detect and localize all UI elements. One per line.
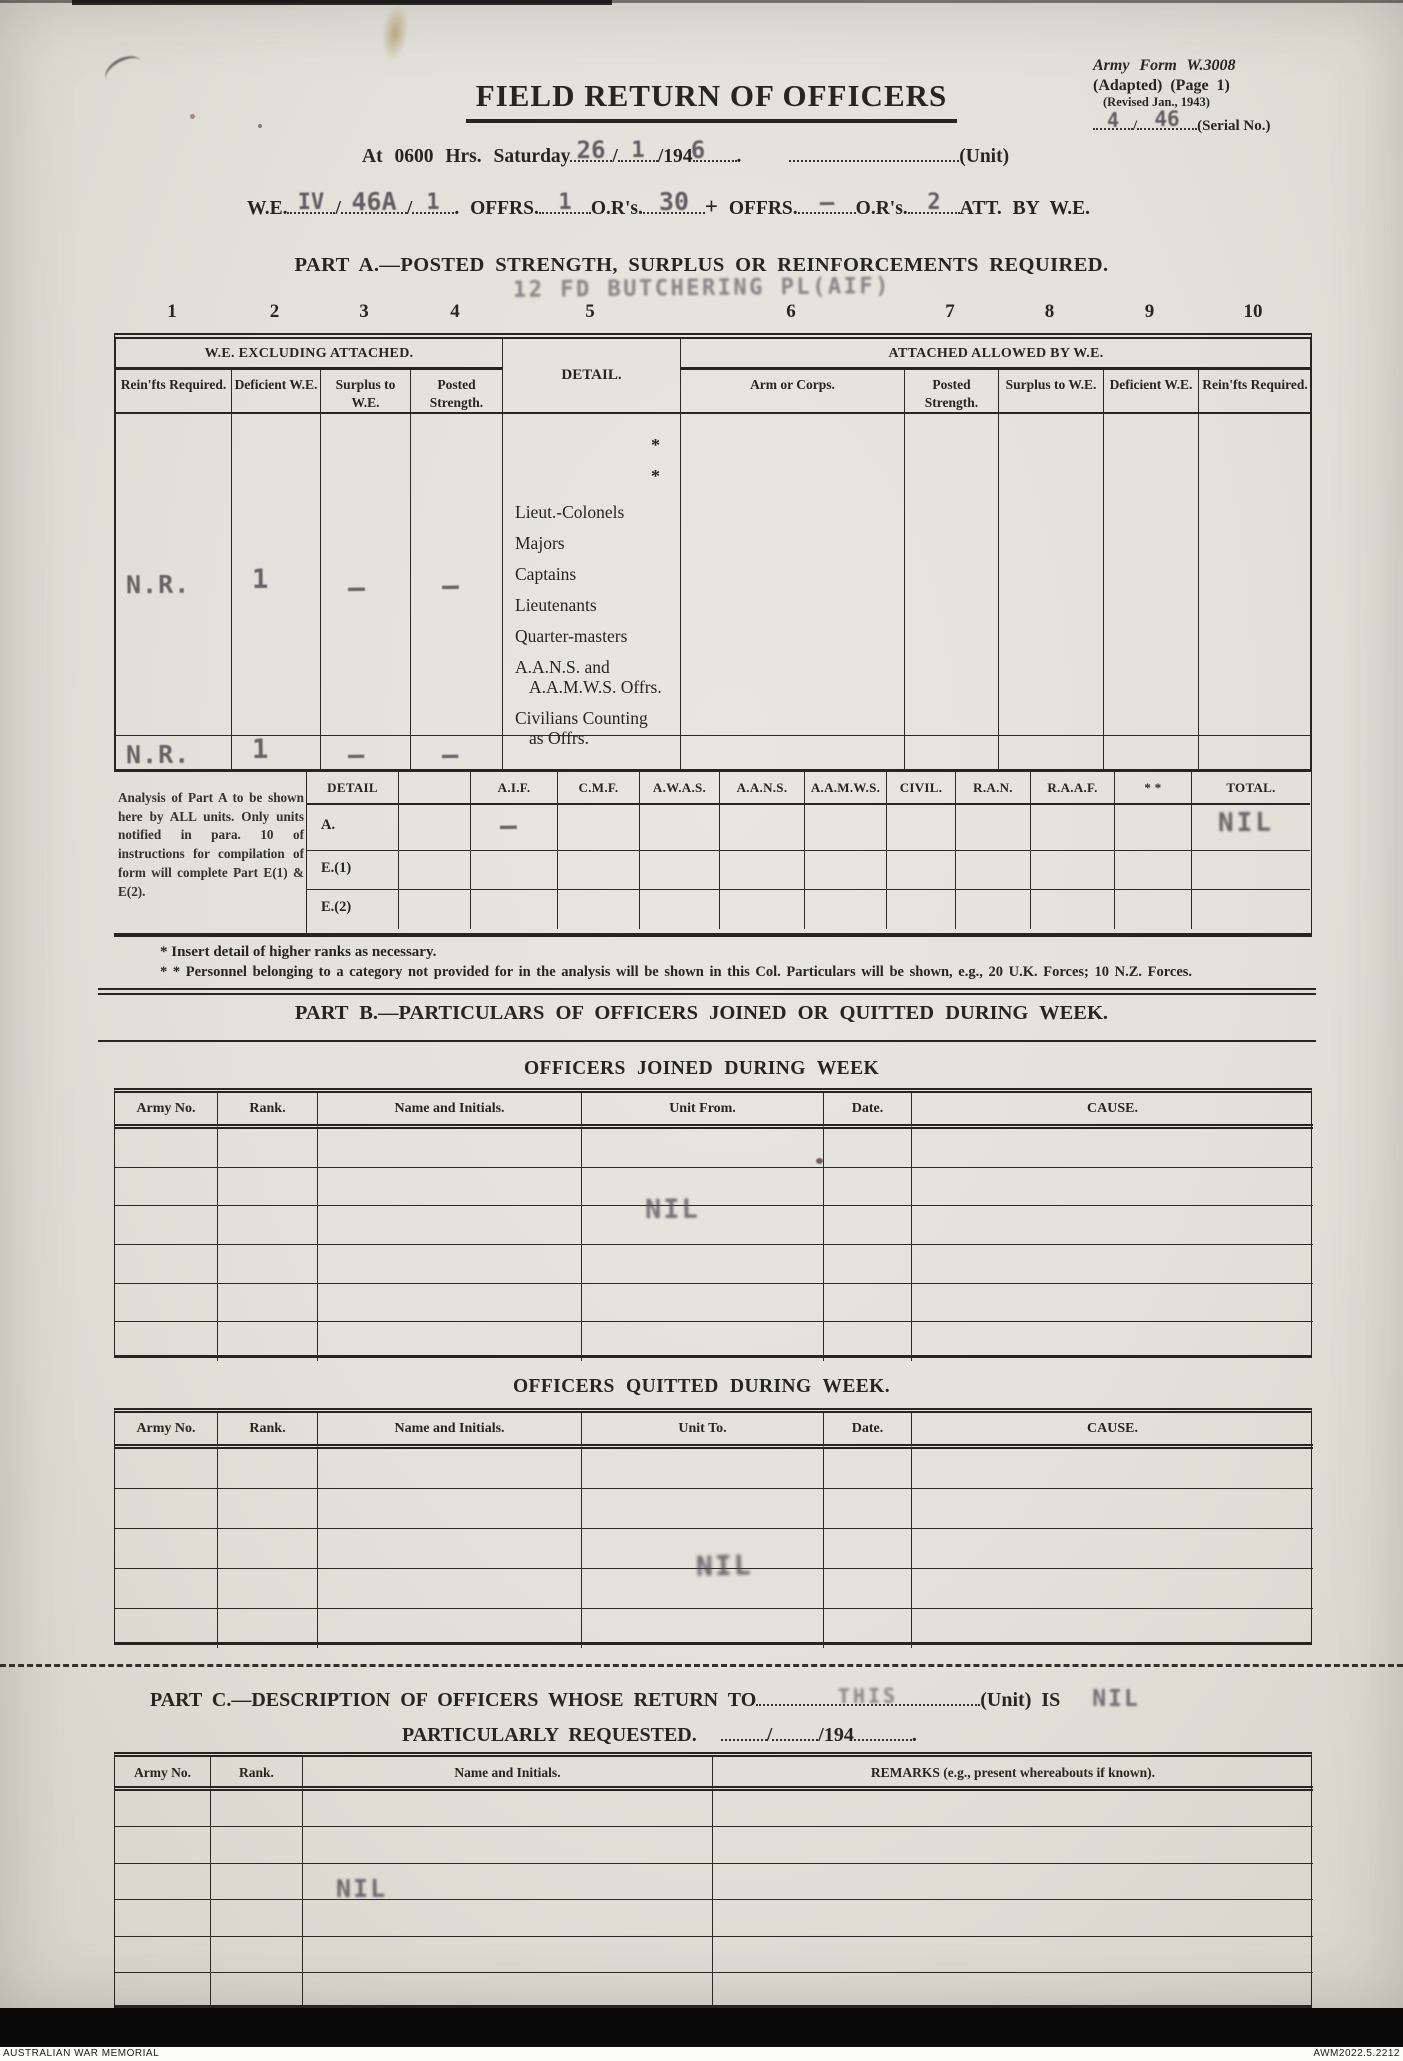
nil-stamp: NIL	[335, 1873, 388, 1904]
detail-list-cell	[503, 414, 681, 748]
table-cell	[824, 1569, 912, 1609]
quitted-header: Army No.	[115, 1413, 218, 1449]
analysis-header: R.A.A.F.	[1031, 772, 1115, 805]
analysis-header: A.A.N.S.	[720, 772, 805, 805]
table-cell	[582, 1245, 824, 1284]
quitted-title: OFFICERS QUITTED DURING WEEK.	[512, 1376, 891, 1397]
table-cell	[912, 1168, 1313, 1207]
part-b-heading: PART B.—PARTICULARS OF OFFICERS JOINED OR QUITTED DURING WEEK.	[294, 1002, 1109, 1024]
joined-header: CAUSE.	[912, 1093, 1313, 1129]
archive-name: AUSTRALIAN WAR MEMORIAL	[3, 2048, 160, 2059]
table-cell	[218, 1284, 318, 1323]
detail-rank: Lieut.-Colonels	[515, 502, 625, 522]
table-cell	[318, 1168, 582, 1207]
quitted-header: Unit To.	[582, 1413, 824, 1449]
nil-stamp: NIL	[644, 1193, 700, 1226]
one-stamp: 1	[251, 733, 269, 766]
table-cell	[558, 890, 640, 929]
table-cell	[303, 1791, 713, 1827]
table-cell	[912, 1449, 1313, 1489]
detail-rank: Quarter-masters	[515, 626, 628, 646]
table-cell	[824, 1206, 912, 1245]
joined-header: Name and Initials.	[318, 1093, 582, 1129]
group-header-right: ATTACHED ALLOWED BY W.E.	[681, 339, 1311, 370]
att-by-we-label: ATT. BY W.E.	[959, 198, 1090, 219]
table-cell	[912, 1569, 1313, 1609]
sub-header: Deficient W.E.	[232, 370, 321, 414]
table-cell	[912, 1284, 1313, 1323]
table-cell	[218, 1489, 318, 1529]
col-number: 4	[450, 301, 460, 322]
joined-header: Rank.	[218, 1093, 318, 1129]
table-cell	[211, 1791, 303, 1827]
table-cell	[805, 805, 887, 851]
table-cell	[681, 736, 905, 769]
table-cell	[824, 1245, 912, 1284]
sub-header: Posted Strength.	[905, 370, 999, 414]
scan-edge-shadow-dark	[72, 0, 612, 5]
part-c-table	[114, 1752, 1312, 2008]
table-cell	[399, 851, 471, 890]
table-cell	[1199, 736, 1311, 769]
dash-stamp: —	[347, 739, 365, 772]
dash-stamp: —	[499, 808, 518, 843]
we-vol-stamp: IV	[298, 189, 325, 216]
col-number: 7	[945, 301, 955, 322]
column-number-row	[114, 301, 1312, 323]
table-cell	[115, 1129, 218, 1168]
table-cell	[318, 1284, 582, 1323]
offrs-att-field	[798, 187, 856, 217]
return-to-field	[756, 1683, 980, 1709]
table-cell	[713, 1973, 1313, 2009]
table-cell	[582, 1206, 824, 1245]
analysis-row-label: E.(1)	[307, 851, 399, 890]
dash-stamp: —	[441, 739, 459, 772]
table-cell	[218, 1168, 318, 1207]
table-cell	[582, 1449, 824, 1489]
ors-att-field	[908, 189, 960, 216]
table-cell	[1031, 890, 1115, 929]
we-num-stamp: 46A	[351, 186, 397, 217]
table-cell	[824, 1489, 912, 1529]
table-cell	[303, 1827, 713, 1863]
table-cell	[887, 805, 956, 851]
table-cell	[824, 1168, 912, 1207]
table-cell	[912, 1206, 1313, 1245]
month-stamp: 1	[631, 137, 645, 164]
table-cell	[399, 805, 471, 851]
table-cell	[824, 1322, 912, 1361]
sub-header: Deficient W.E.	[1104, 370, 1199, 414]
table-cell	[640, 851, 720, 890]
table-cell	[232, 414, 321, 736]
table-cell	[115, 1973, 211, 2009]
table-cell	[218, 1322, 318, 1361]
table-cell	[1104, 414, 1199, 736]
table-cell	[218, 1206, 318, 1245]
day-field	[721, 1727, 767, 1741]
paper-speck	[258, 124, 262, 128]
offrs-label: OFFRS.	[470, 198, 539, 219]
detail-column-header: DETAIL.	[503, 339, 681, 414]
detail-rank-cont: as Offrs.	[529, 728, 589, 748]
col-number: 8	[1044, 301, 1055, 322]
page-title: FIELD RETURN OF OFFICERS	[466, 78, 958, 123]
detail-rank: Lieutenants	[515, 595, 597, 615]
sub-header: Surplus to W.E.	[999, 370, 1104, 414]
sub-header: Posted Strength.	[411, 370, 503, 414]
col-number: 10	[1243, 301, 1263, 322]
table-cell	[912, 1489, 1313, 1529]
table-cell	[211, 1827, 303, 1863]
sub-header: Surplus to W.E.	[321, 370, 411, 414]
table-cell	[218, 1245, 318, 1284]
part-c-heading-line1	[150, 1683, 1140, 1712]
date-slash: /	[612, 146, 618, 167]
asterisk: *	[651, 466, 660, 486]
table-cell	[912, 1322, 1313, 1361]
table-cell	[115, 1827, 211, 1863]
table-cell	[115, 1322, 218, 1361]
detail-rank: Majors	[515, 533, 565, 553]
asterisk: *	[651, 435, 660, 455]
time-prefix: At 0600 Hrs. Saturday	[362, 146, 571, 167]
table-cell	[115, 1489, 218, 1529]
we-strength-line	[247, 186, 1090, 220]
table-cell	[805, 851, 887, 890]
part-a-heading: PART A.—POSTED STRENGTH, SURPLUS OR REINFORCEMENTS REQUIRED.	[294, 254, 1109, 276]
table-cell	[115, 1791, 211, 1827]
table-cell	[713, 1937, 1313, 1973]
analysis-header: DETAIL	[307, 772, 399, 805]
table-cell	[640, 805, 720, 851]
table-cell	[1199, 414, 1311, 736]
we-label: W.E.	[247, 198, 288, 219]
footnote-2: * * Personnel belonging to a category not provided for in the analysis will be shown in this Col. Particulars will be shown, e.g., 20 U.K. Forces; 10 N.Z. Forces.	[160, 964, 1193, 980]
table-cell	[681, 414, 905, 736]
paper-stain	[378, 2, 412, 63]
table-cell	[720, 805, 805, 851]
table-cell	[1104, 736, 1199, 769]
table-cell	[720, 851, 805, 890]
year-printed: /194	[818, 1724, 854, 1746]
table-cell	[218, 1449, 318, 1489]
officers-quitted-table	[114, 1408, 1312, 1645]
table-cell	[318, 1245, 582, 1284]
day-field	[570, 135, 612, 165]
unit-is-label: (Unit) IS	[980, 1689, 1061, 1711]
table-cell	[887, 890, 956, 929]
analysis-header: A.A.M.W.S.	[805, 772, 887, 805]
table-cell	[582, 1129, 824, 1168]
year-digit-stamp: 6	[690, 135, 706, 165]
ors-field	[643, 186, 705, 217]
table-cell	[1115, 805, 1192, 851]
table-cell	[318, 1529, 582, 1569]
table-cell	[318, 1322, 582, 1361]
form-number: Army Form W.3008	[1093, 57, 1236, 74]
section-divider-double	[98, 988, 1316, 995]
table-cell	[713, 1864, 1313, 1900]
sub-header: Rein'fts Required.	[1199, 370, 1311, 414]
section-divider	[98, 1040, 1316, 1042]
table-cell	[582, 1284, 824, 1323]
date-line	[362, 135, 1010, 168]
col-number: 5	[585, 301, 595, 322]
serial-stamp: 4	[1106, 108, 1120, 133]
table-cell	[321, 736, 411, 772]
footnote-1: * Insert detail of higher ranks as necessary.	[160, 944, 437, 960]
detail-rank: Captains	[515, 564, 577, 584]
table-cell	[471, 890, 558, 929]
table-cell	[1115, 890, 1192, 929]
table-cell	[912, 1129, 1313, 1168]
nr-stamp: N.R.	[125, 739, 191, 770]
detail-rank-cont: A.A.M.W.S. Offrs.	[529, 677, 662, 697]
part-c-header: Name and Initials.	[303, 1757, 713, 1791]
we-issue-stamp: 1	[426, 189, 441, 216]
perforation-dashed-line	[0, 1664, 1403, 1667]
quitted-header: Rank.	[218, 1413, 318, 1449]
period: .	[454, 198, 460, 219]
table-cell	[232, 733, 321, 769]
table-cell	[503, 736, 681, 769]
table-cell	[582, 1322, 824, 1361]
part-c-header: Rank.	[211, 1757, 303, 1791]
table-cell	[399, 890, 471, 929]
title-row	[0, 78, 1403, 123]
analysis-header	[399, 772, 471, 805]
table-cell	[824, 1529, 912, 1569]
nil-stamp: NIL	[1092, 1686, 1140, 1712]
serial-stamp: 46	[1154, 107, 1180, 132]
we-num-field	[341, 186, 407, 217]
table-cell	[824, 1284, 912, 1323]
analysis-header: A.I.F.	[471, 772, 558, 805]
table-cell	[318, 1129, 582, 1168]
table-cell	[318, 1449, 582, 1489]
form-revision: (Revised Jan., 1943)	[1103, 95, 1210, 110]
nr-stamp: N.R.	[125, 569, 191, 600]
ors-label: O.R's.	[590, 198, 643, 219]
table-cell	[824, 1129, 912, 1168]
sub-header: Rein'fts Required.	[116, 370, 232, 414]
analysis-header: * *	[1115, 772, 1192, 805]
analysis-header: A.W.A.S.	[640, 772, 720, 805]
we-slash: /	[335, 198, 341, 219]
table-cell	[115, 1206, 218, 1245]
table-cell	[218, 1529, 318, 1569]
month-field	[618, 137, 658, 164]
detail-rank: Civilians Counting	[515, 708, 648, 728]
ors-att-label: O.R's.	[855, 198, 908, 219]
joined-title: OFFICERS JOINED DURING WEEK	[523, 1058, 880, 1079]
detail-rank: A.A.N.S. and	[515, 657, 610, 677]
col-number: 3	[359, 301, 369, 322]
table-cell	[905, 736, 999, 769]
table-cell	[115, 1284, 218, 1323]
part-c-prefix: PART C.—DESCRIPTION OF OFFICERS WHOSE RETURN TO	[150, 1689, 757, 1711]
table-cell	[824, 1449, 912, 1489]
quitted-header: Name and Initials.	[318, 1413, 582, 1449]
table-cell	[218, 1569, 318, 1609]
plus-sign: +	[704, 194, 718, 219]
table-cell	[303, 1937, 713, 1973]
table-cell	[471, 851, 558, 890]
officers-joined-table	[114, 1088, 1312, 1358]
table-cell	[321, 414, 411, 736]
table-cell	[1192, 851, 1310, 890]
table-cell	[318, 1609, 582, 1649]
serial-slash: /	[1133, 118, 1138, 135]
day-stamp: 26	[576, 135, 607, 165]
table-cell	[115, 1900, 211, 1936]
table-cell	[115, 1529, 218, 1569]
part-c-header: REMARKS (e.g., present whereabouts if known).	[713, 1757, 1313, 1791]
table-cell	[713, 1827, 1313, 1863]
dash-stamp: —	[347, 570, 366, 605]
analysis-header: R.A.N.	[956, 772, 1031, 805]
table-cell	[115, 1449, 218, 1489]
part-a-table	[114, 333, 1312, 772]
table-cell	[115, 1168, 218, 1207]
quitted-header: CAUSE.	[912, 1413, 1313, 1449]
scan-edge-shadow	[0, 0, 1403, 3]
table-cell	[303, 1973, 713, 2009]
table-cell	[211, 1864, 303, 1900]
table-cell	[956, 805, 1031, 851]
ors-att-stamp: 2	[926, 189, 941, 216]
table-cell	[582, 1489, 824, 1529]
period: .	[736, 146, 742, 167]
col-number: 6	[786, 301, 796, 322]
table-cell	[115, 1569, 218, 1609]
month-field	[772, 1727, 818, 1741]
table-cell	[582, 1609, 824, 1649]
table-cell	[318, 1206, 582, 1245]
table-cell	[218, 1129, 318, 1168]
quitted-header: Date.	[824, 1413, 912, 1449]
sub-header: Arm or Corps.	[681, 370, 905, 414]
table-cell	[218, 1609, 318, 1649]
table-cell	[1031, 805, 1115, 851]
table-cell	[912, 1245, 1313, 1284]
year-field	[854, 1727, 912, 1741]
col-number: 9	[1144, 301, 1155, 322]
table-cell	[115, 1937, 211, 1973]
table-cell	[115, 1864, 211, 1900]
table-cell	[713, 1900, 1313, 1936]
particularly-requested-label: PARTICULARLY REQUESTED.	[402, 1724, 697, 1746]
one-stamp: 1	[251, 563, 269, 596]
offrs-att-stamp: —	[819, 187, 835, 217]
analysis-table	[306, 772, 1312, 933]
archive-id: AWM2022.5.2212	[1313, 2048, 1400, 2059]
form-adapted-page: (Adapted) (Page 1)	[1093, 76, 1230, 94]
table-cell	[912, 1609, 1313, 1649]
unit-stamp-row	[0, 274, 1403, 303]
col-number: 2	[269, 301, 280, 322]
table-cell	[1192, 890, 1310, 929]
table-cell	[115, 1609, 218, 1649]
we-issue-field	[412, 189, 454, 216]
year-printed: /194	[657, 146, 693, 167]
joined-header: Army No.	[115, 1093, 218, 1129]
analysis-note: Analysis of Part A to be shown here by ALL units. Only units notified in para. 10 of instructions for compilation of form will complete Part E(1) & E(2).	[118, 790, 304, 899]
analysis-header: TOTAL.	[1192, 772, 1310, 805]
we-vol-field	[287, 189, 335, 216]
analysis-bottom-rule	[114, 933, 1312, 937]
offrs-field	[539, 189, 591, 216]
this-stamp: THIS	[838, 1683, 899, 1709]
date-slash: /	[766, 1724, 773, 1746]
offrs-stamp: 1	[558, 189, 572, 216]
table-cell	[887, 851, 956, 890]
analysis-header: CIVIL.	[887, 772, 956, 805]
table-cell	[956, 890, 1031, 929]
ors-stamp: 30	[658, 186, 690, 217]
table-cell	[999, 414, 1104, 736]
we-slash: /	[406, 198, 413, 219]
unit-name-stamp: 12 FD BUTCHERING PL(AIF)	[512, 274, 891, 303]
dash-stamp: —	[441, 568, 460, 603]
table-cell	[713, 1791, 1313, 1827]
table-cell	[805, 890, 887, 929]
period: .	[911, 1724, 917, 1746]
part-c-header: Army No.	[115, 1757, 211, 1791]
table-cell	[211, 1973, 303, 2009]
col-number: 1	[167, 301, 177, 322]
table-cell	[211, 1937, 303, 1973]
table-cell	[582, 1168, 824, 1207]
table-cell	[999, 736, 1104, 769]
table-cell	[303, 1900, 713, 1936]
table-cell	[720, 890, 805, 929]
scan-black-bar	[0, 2008, 1403, 2047]
table-cell	[318, 1489, 582, 1529]
table-cell	[905, 414, 999, 736]
archive-caption-strip	[0, 2047, 1403, 2061]
nil-stamp: NIL	[695, 1548, 753, 1583]
table-cell	[824, 1609, 912, 1649]
analysis-header: C.M.F.	[558, 772, 640, 805]
table-cell	[1115, 851, 1192, 890]
table-cell	[956, 851, 1031, 890]
serial-label: (Serial No.)	[1197, 118, 1271, 135]
joined-header: Unit From.	[582, 1093, 824, 1129]
unit-field	[789, 148, 959, 162]
table-cell	[318, 1569, 582, 1609]
table-cell	[115, 1245, 218, 1284]
table-cell	[1031, 851, 1115, 890]
table-cell	[640, 890, 720, 929]
table-cell	[558, 805, 640, 851]
nil-stamp: NIL	[1217, 807, 1275, 839]
part-c-heading-line2	[402, 1724, 917, 1747]
table-cell	[912, 1529, 1313, 1569]
joined-header: Date.	[824, 1093, 912, 1129]
year-field	[690, 135, 737, 165]
group-header-left: W.E. EXCLUDING ATTACHED.	[116, 339, 503, 370]
analysis-row-label: E.(2)	[307, 890, 399, 929]
table-cell	[558, 851, 640, 890]
analysis-row-label: A.	[307, 805, 399, 851]
table-cell	[211, 1900, 303, 1936]
offrs-att-label: OFFRS.	[728, 198, 798, 219]
unit-label: (Unit)	[959, 146, 1010, 167]
